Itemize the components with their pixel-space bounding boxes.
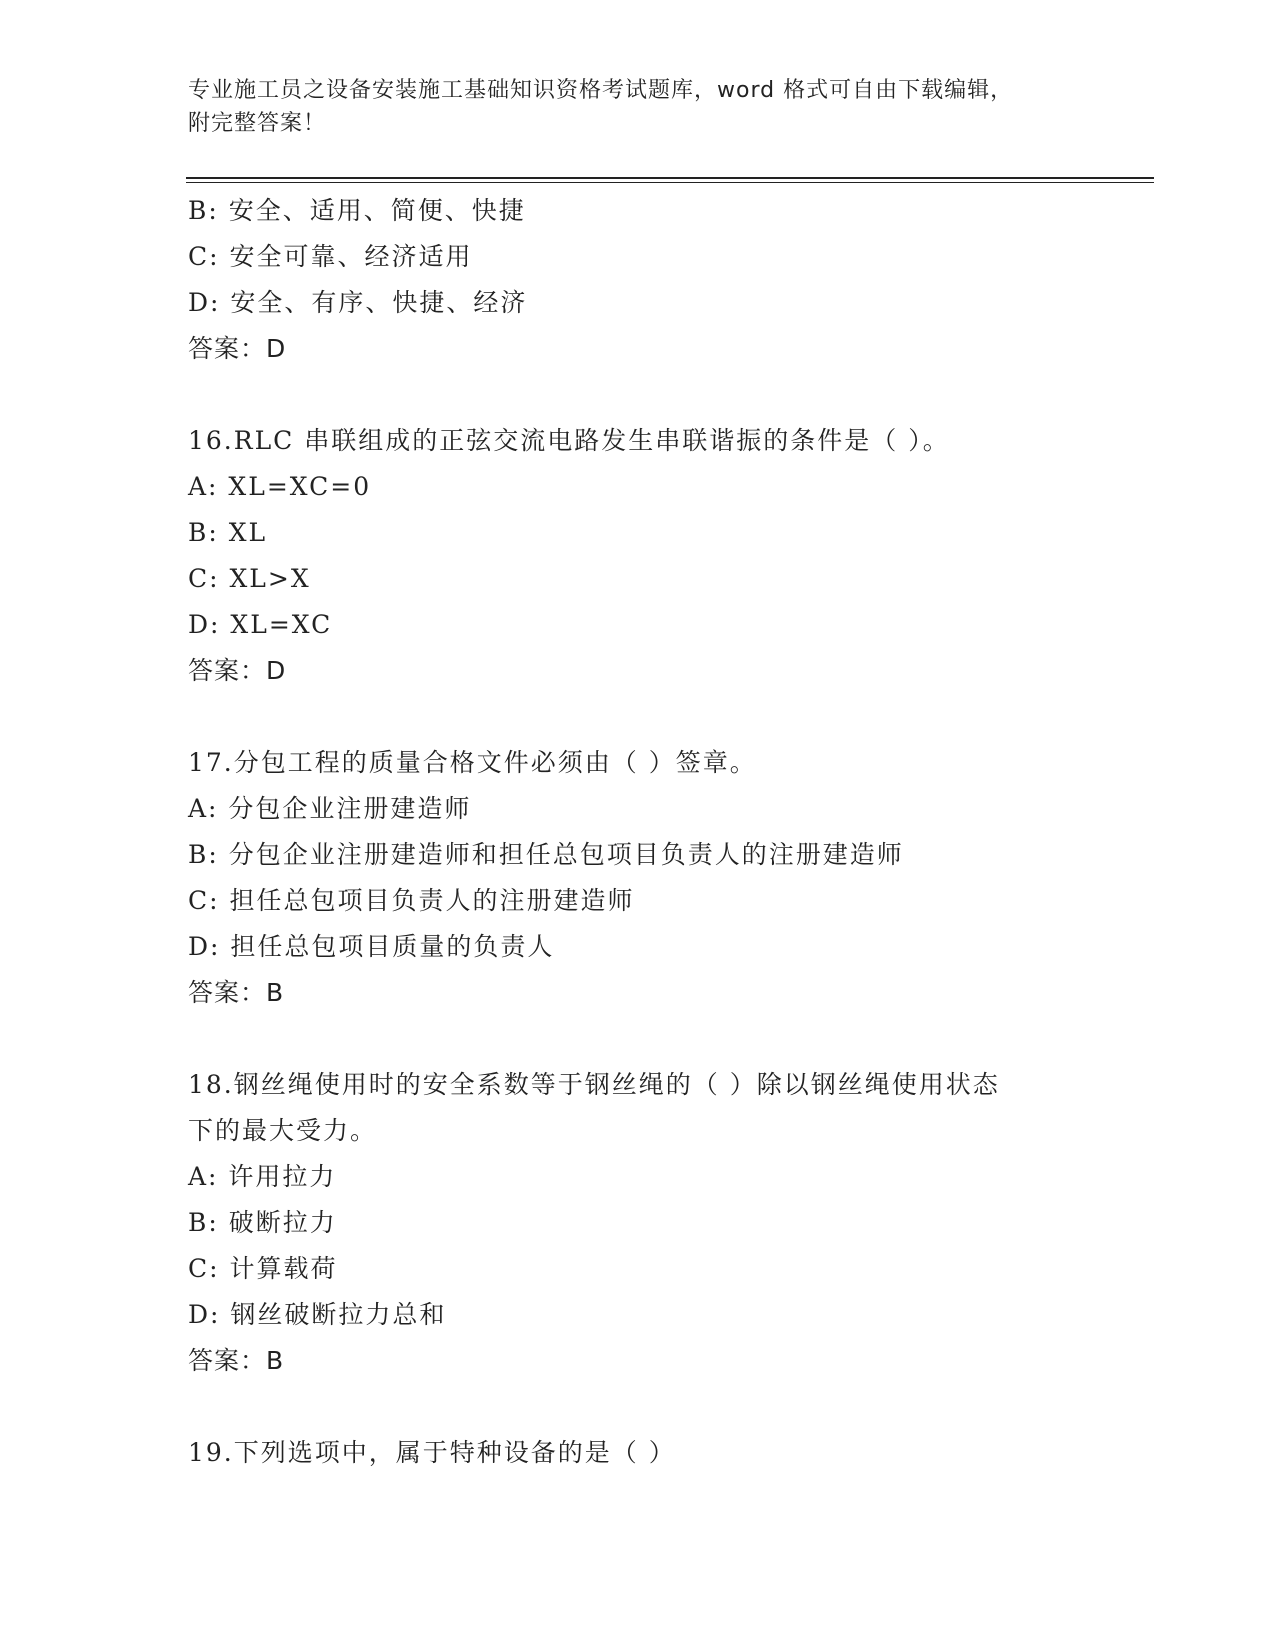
- question-text: 16.RLC 串联组成的正弦交流电路发生串联谐振的条件是（ ）。: [188, 426, 950, 455]
- question-text: 19.下列选项中，属于特种设备的是（ ）: [188, 1438, 676, 1467]
- option-a: A: 许用拉力: [188, 1162, 337, 1191]
- answer: 答案：B: [188, 1346, 285, 1375]
- answer: 答案：D: [188, 656, 287, 685]
- option-a: A: XL=XC=0: [188, 472, 372, 501]
- header-line-2: 附完整答案！: [188, 111, 327, 136]
- option-d: D: 安全、有序、快捷、经济: [188, 288, 528, 317]
- option-b: B: 分包企业注册建造师和担任总包项目负责人的注册建造师: [188, 840, 904, 869]
- question-17: [188, 740, 1148, 1016]
- question-18: [188, 1062, 1148, 1384]
- question-15-continued: [188, 188, 1148, 372]
- question-text-line-2: 下的最大受力。: [188, 1116, 378, 1145]
- option-c: C: 计算载荷: [188, 1254, 338, 1283]
- option-d: D: 担任总包项目质量的负责人: [188, 932, 555, 961]
- option-d: D: XL=XC: [188, 610, 333, 639]
- spacer: [188, 694, 1148, 740]
- question-19: [188, 1430, 1148, 1476]
- answer: 答案：B: [188, 978, 285, 1007]
- question-list: [188, 188, 1148, 1476]
- header-divider-thin: [186, 182, 1154, 183]
- option-d: D: 钢丝破断拉力总和: [188, 1300, 447, 1329]
- option-c: C: 安全可靠、经济适用: [188, 242, 473, 271]
- spacer: [188, 372, 1148, 418]
- question-text: 17.分包工程的质量合格文件必须由（ ）签章。: [188, 748, 757, 777]
- option-c: C: 担任总包项目负责人的注册建造师: [188, 886, 635, 915]
- spacer: [188, 1384, 1148, 1430]
- option-c: C: XL>X: [188, 564, 311, 593]
- option-b: B: XL: [188, 518, 268, 547]
- option-b: B: 破断拉力: [188, 1208, 337, 1237]
- option-a: A: 分包企业注册建造师: [188, 794, 472, 823]
- header-line-1: 专业施工员之设备安装施工基础知识资格考试题库，word 格式可自由下载编辑，: [188, 78, 1014, 103]
- document-header: [188, 74, 1088, 140]
- question-16: [188, 418, 1148, 694]
- answer: 答案：D: [188, 334, 287, 363]
- header-divider-thick: [186, 177, 1154, 179]
- question-text-line-1: 18.钢丝绳使用时的安全系数等于钢丝绳的（ ）除以钢丝绳使用状态: [188, 1070, 1000, 1099]
- option-b: B: 安全、适用、简便、快捷: [188, 196, 526, 225]
- spacer: [188, 1016, 1148, 1062]
